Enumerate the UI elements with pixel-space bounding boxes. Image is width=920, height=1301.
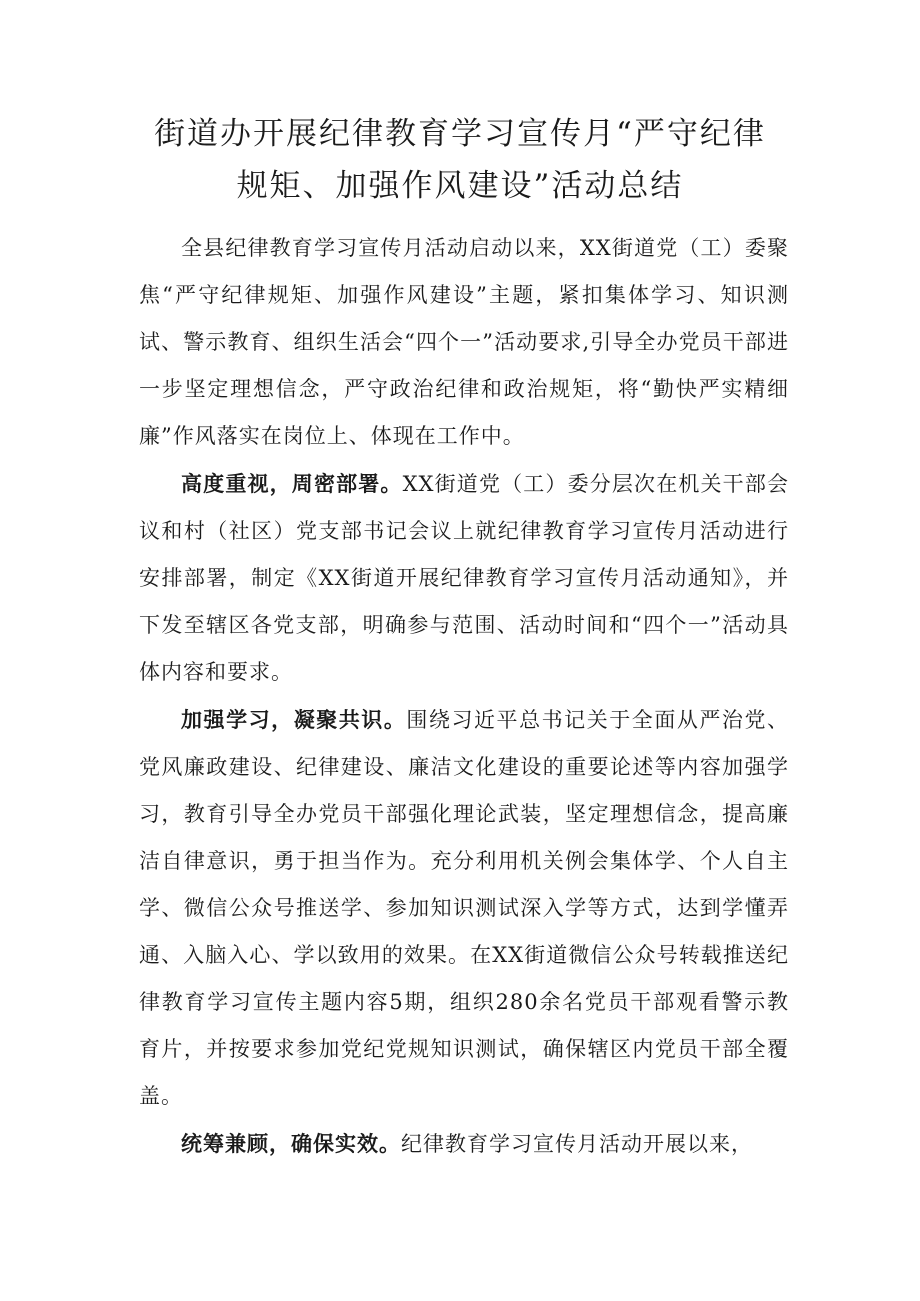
paragraph-heading: 高度重视，周密部署。 (181, 471, 403, 496)
paragraph-heading: 统筹兼顾，确保实效。 (181, 1131, 401, 1156)
paragraph-text: 全县纪律教育学习宣传月活动启动以来，XX街道党（工）委聚焦“严守纪律规矩、加强作风建设”主题，紧扣集体学习、知识测试、警示教育、组织生活会“四个一”活动要求,引导全办党员干部进一步坚定理想信念，严守政治纪律和政治规矩，将“勤快严实精细廉”作风落实在岗位上、体现在工作中。 (139, 236, 789, 448)
paragraph-deployment (139, 460, 789, 696)
paragraph-study (139, 696, 789, 1120)
document-body (139, 225, 789, 1168)
paragraph-text: 纪律教育学习宣传月活动开展以来， (401, 1132, 753, 1156)
paragraph-intro (139, 225, 789, 460)
paragraph-heading: 加强学习，凝聚共识。 (181, 707, 407, 732)
paragraph-text: XX街道党（工）委分层次在机关干部会议和村（社区）党支部书记会议上就纪律教育学习宣传月活动进行安排部署，制定《XX街道开展纪律教育学习宣传月活动通知》，并下发至辖区各党支部，明确参与范围、活动时间和“四个一”活动具体内容和要求。 (139, 472, 789, 684)
document-title (120, 108, 800, 212)
title-line-1: 街道办开展纪律教育学习宣传月“严守纪律 (154, 116, 766, 152)
title-line-2: 规矩、加强作风建设”活动总结 (236, 168, 684, 204)
paragraph-effectiveness (139, 1120, 789, 1168)
paragraph-text: 围绕习近平总书记关于全面从严治党、党风廉政建设、纪律建设、廉洁文化建设的重要论述等内容加强学习，教育引导全办党员干部强化理论武装，坚定理想信念，提高廉洁自律意识，勇于担当作为。充分利用机关例会集体学、个人自主学、微信公众号推送学、参加知识测试深入学等方式，达到学懂弄通、入脑入心、学以致用的效果。在XX街道微信公众号转载推送纪律教育学习宣传主题内容5期，组织280余名党员干部观看警示教育片，并按要求参加党纪党规知识测试，确保辖区内党员干部全覆盖。 (139, 708, 790, 1108)
